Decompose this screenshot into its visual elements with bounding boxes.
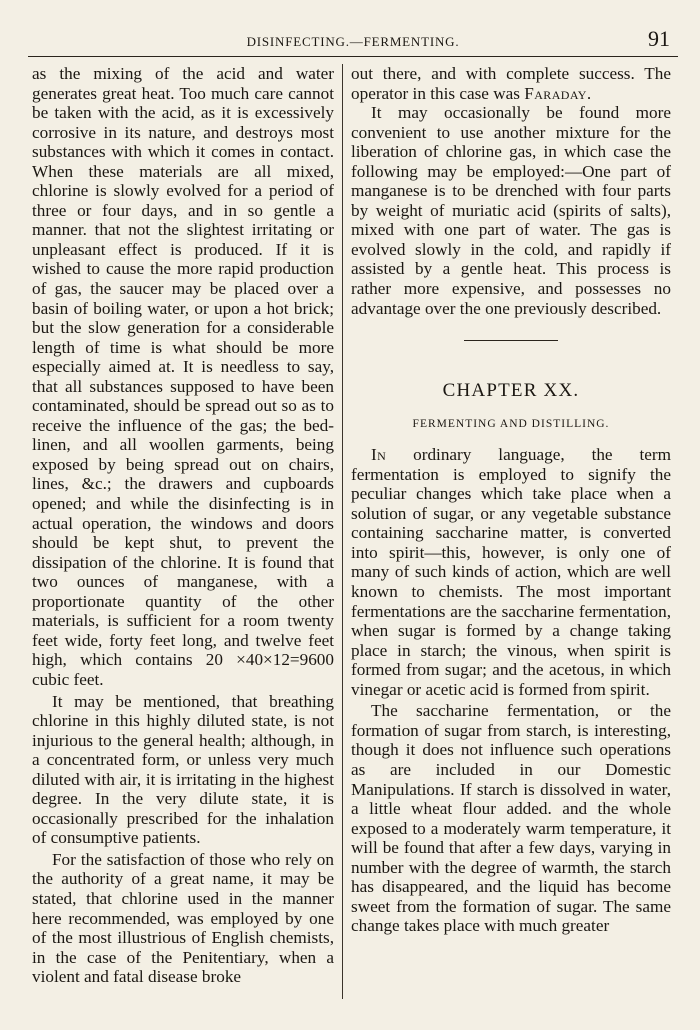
section-divider <box>464 340 558 341</box>
paragraph-fermentation-intro <box>351 445 671 699</box>
paragraph-authority: For the satisfaction of those who rely on the authority of a great name, it may be stated, that chlorine used in the manner here recommended, was employed by one of the most illustrious of English chemists, in the case of the Penitentiary, when a violent and fatal disease broke <box>32 849 334 987</box>
paragraph-fermentation-intro-text: ordinary language, the term fermentation is employed to signify the peculiar changes which take place when a solution of sugar, or any vegetable substance containing saccharine matter, is converted into spirit—this, however, is only one of many of such kinds of action, which are well known to chemists. The most important fermentations are the saccharine fermentation, when sugar is formed by a change taking place in starch; the vinous, when spirit is formed from sugar; and the acetous, in which vinegar or acetic acid is formed from spirit. <box>351 445 671 699</box>
paragraph-alternative-mixture: It may occasionally be found more convenient to use another mixture for the liberation of chlorine gas, in which case the following may be employed:—One part of manganese is to be drenched with four parts by weight of muriatic acid (spirits of salts), mixed with one part of water. The gas is evolved slowly in the cold, and rapidly if assisted by a gentle heat. This process is rather more expensive, and possesses no advantage over the one previously described. <box>351 103 671 318</box>
drop-lead-word: In <box>371 445 387 465</box>
header-rule <box>28 56 678 57</box>
chapter-subtitle: FERMENTING AND DISTILLING. <box>412 417 610 430</box>
paragraph-faraday <box>351 64 671 103</box>
chapter-title: CHAPTER XX. <box>442 380 580 402</box>
column-divider <box>342 64 343 999</box>
page-number: 91 <box>648 26 670 51</box>
running-title: DISINFECTING.—FERMENTING. <box>246 34 460 49</box>
left-column <box>32 64 334 987</box>
right-column <box>351 64 671 936</box>
faraday-name: Faraday. <box>524 83 592 103</box>
paragraph-chlorine-health: It may be mentioned, that breathing chlorine in this highly diluted state, is not injurious to the general health; although, in a concentrated form, or unless very much diluted with air, it is irritating in the highest degree. In the very dilute state, it is occasionally prescribed for the inhalation of consumptive patients. <box>32 691 334 848</box>
paragraph-continued: as the mixing of the acid and water generates great heat. Too much care cannot be taken with the acid, as it is excessively corrosive in its nature, and destroys most substances with which it comes in contact. When these materials are all mixed, chlorine is slowly evolved for a period of three or four days, and in so gentle a manner. that not the slightest irritating or unpleasant effect is produced. If it is wished to cause the more rapid production of gas, the saucer may be placed over a basin of boiling water, or upon a hot brick; but the slow generation for a considerable length of time is what should be more especially aimed at. It is needless to say, that all substances supposed to have been contaminated, should be spread out so as to receive the influence of the gas; the bed-linen, and all woollen garments, being exposed by being spread out on chairs, lines, &c.; the drawers and cupboards opened; and while the disinfecting is in actual operation, the windows and doors should be kept shut, to prevent the dissipation of the chlorine. It is found that two ounces of manganese, with a proportionate quantity of the other materials, is sufficient for a room twenty feet wide, forty feet long, and twelve feet high, which contains 20 ×40×12=9600 cubic feet. <box>32 64 334 689</box>
running-head <box>28 26 678 54</box>
paragraph-faraday-text: out there, and with complete success. The operator in this case was <box>351 64 671 103</box>
paragraph-saccharine: The saccharine fermentation, or the formation of sugar from starch, is interesting, though it does not influence such operations as are included in our Domestic Manipulations. If starch is dissolved in water, a little wheat flour added. and the whole exposed to a moderately warm temperature, it will be found that after a few days, varying in number with the degree of warmth, the starch has disappeared, and the liquid has become sweet from the formation of sugar. The same change takes place with much greater <box>351 701 671 936</box>
